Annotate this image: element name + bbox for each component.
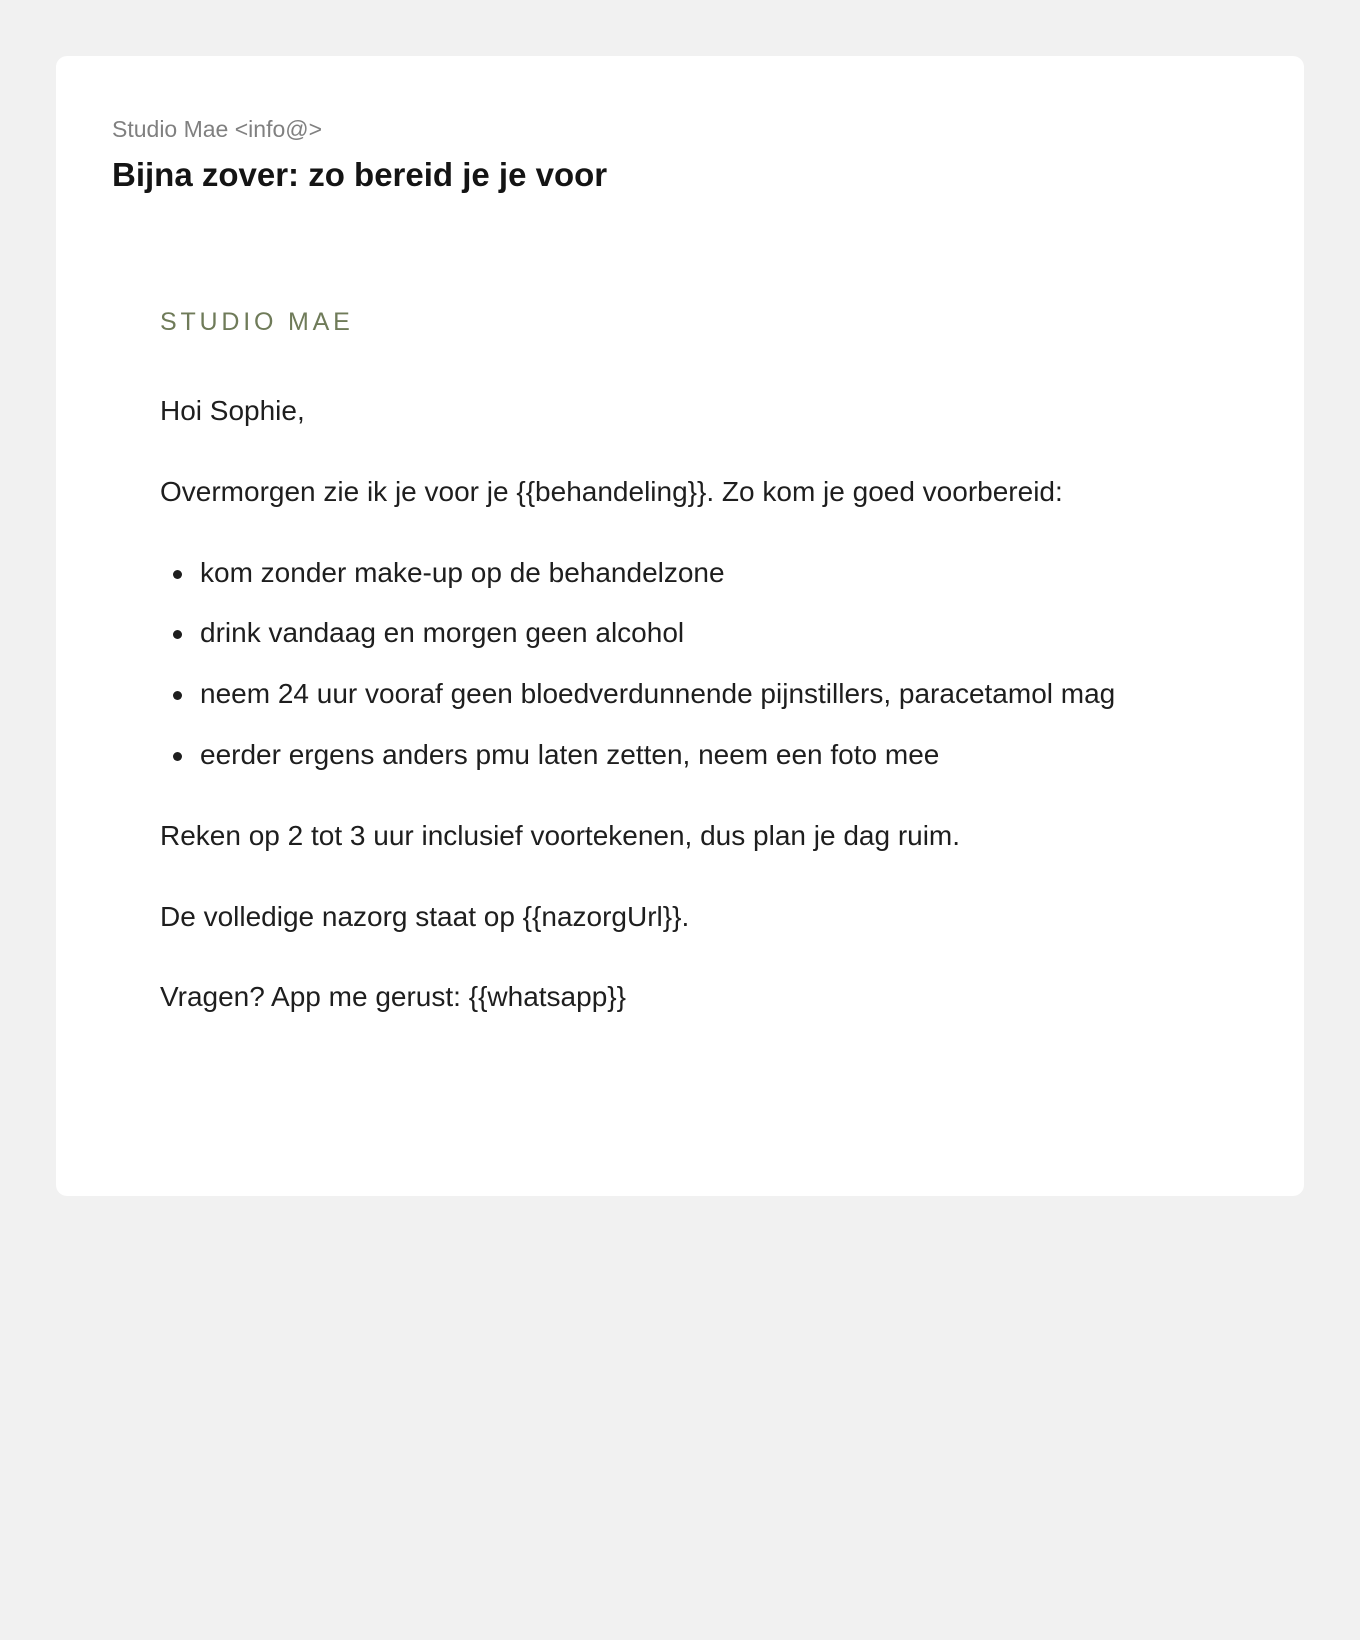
- greeting: Hoi Sophie,: [160, 395, 305, 426]
- email-subject: Bijna zover: zo bereid je je voor: [112, 156, 608, 193]
- list-item: eerder ergens anders pmu laten zetten, neem een foto mee: [200, 740, 1240, 771]
- questions-paragraph: Vragen? App me gerust: {{whatsapp}}: [160, 981, 626, 1013]
- email-sender: Studio Mae <info@>: [112, 116, 323, 142]
- email-body: [160, 310, 1240, 1013]
- list-item: kom zonder make-up op de behandelzone: [200, 558, 1240, 589]
- email-preview-card: [56, 56, 1304, 1196]
- list-item: drink vandaag en morgen geen alcohol: [200, 618, 1240, 649]
- preparation-list: [160, 558, 1240, 771]
- duration-paragraph: Reken op 2 tot 3 uur inclusief voortekenen, dus plan je dag ruim.: [160, 819, 961, 851]
- aftercare-paragraph: De volledige nazorg staat op {{nazorgUrl}}.: [160, 900, 690, 932]
- brand-wordmark: STUDIO MAE: [160, 308, 354, 336]
- list-item: neem 24 uur vooraf geen bloedverdunnende pijnstillers, paracetamol mag: [200, 679, 1240, 710]
- intro-paragraph: Overmorgen zie ik je voor je {{behandeling}}. Zo kom je goed voorbereid:: [160, 475, 1063, 507]
